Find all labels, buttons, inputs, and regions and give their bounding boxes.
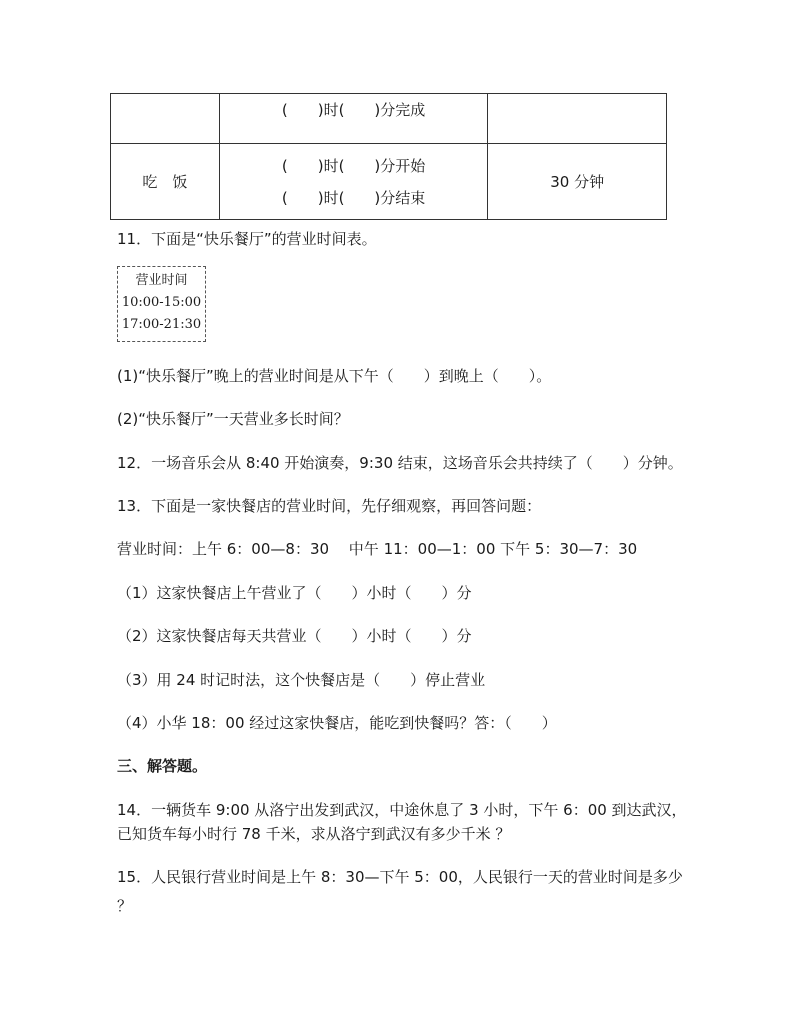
q14-line1: 14．一辆货车 9:00 从洛宁出发到武汉，中途休息了 3 小时，下午 6：00 到达武汉， (117, 801, 687, 819)
time-finish-line: ( )时( )分完成 (281, 101, 426, 119)
q13-hours: 营业时间：上午 6：00—8：30 中午 11：00—1：00 下午 5：30—7：30 (117, 540, 638, 558)
q12: 12．一场音乐会从 8:40 开始演奏，9:30 结束，这场音乐会共持续了（ ）分钟。 (117, 454, 683, 472)
schedule-table (110, 93, 667, 220)
q13-stem: 13．下面是一家快餐店的营业时间，先仔细观察，再回答问题： (117, 497, 542, 515)
q11-sub2: (2)“快乐餐厅”一天营业多长时间？ (117, 410, 349, 428)
business-hours-box (117, 266, 206, 342)
section-heading: 三、解答题。 (117, 757, 208, 775)
table-row (111, 144, 667, 220)
time-start-line: ( )时( )分开始 (281, 156, 426, 175)
activity-cell: 吃 饭 (111, 144, 220, 220)
q11-sub1: (1)“快乐餐厅”晚上的营业时间是从下午（ ）到晚上（ ）。 (117, 367, 552, 385)
activity-cell (111, 94, 220, 144)
time-cell (219, 94, 488, 144)
time-cell (219, 144, 488, 220)
q13-sub4: （4）小华 18：00 经过这家快餐店，能吃到快餐吗？答：（ ） (117, 714, 557, 732)
duration-cell (488, 94, 667, 144)
q13-sub2: （2）这家快餐店每天共营业（ ）小时（ ）分 (117, 627, 472, 645)
q15-line2: ？ (117, 897, 133, 915)
duration-cell: 30 分钟 (488, 144, 667, 220)
hours-box-title: 营业时间 (135, 273, 188, 288)
q15-line1: 15．人民银行营业时间是上午 8：30—下午 5：00，人民银行一天的营业时间是多少 (117, 868, 683, 886)
q13-sub1: （1）这家快餐店上午营业了（ ）小时（ ）分 (117, 584, 472, 602)
time-end-line: ( )时( )分结束 (281, 188, 426, 207)
q14-line2: 已知货车每小时行 78 千米，求从洛宁到武汉有多少千米 ？ (117, 825, 511, 843)
table-row (111, 94, 667, 144)
q11-stem: 11．下面是“快乐餐厅”的营业时间表。 (117, 230, 377, 248)
q13-sub3: （3）用 24 时记时法，这个快餐店是（ ）停止营业 (117, 671, 486, 689)
hours-box-line: 10:00-15:00 (121, 295, 202, 310)
hours-box-line: 17:00-21:30 (121, 317, 202, 332)
